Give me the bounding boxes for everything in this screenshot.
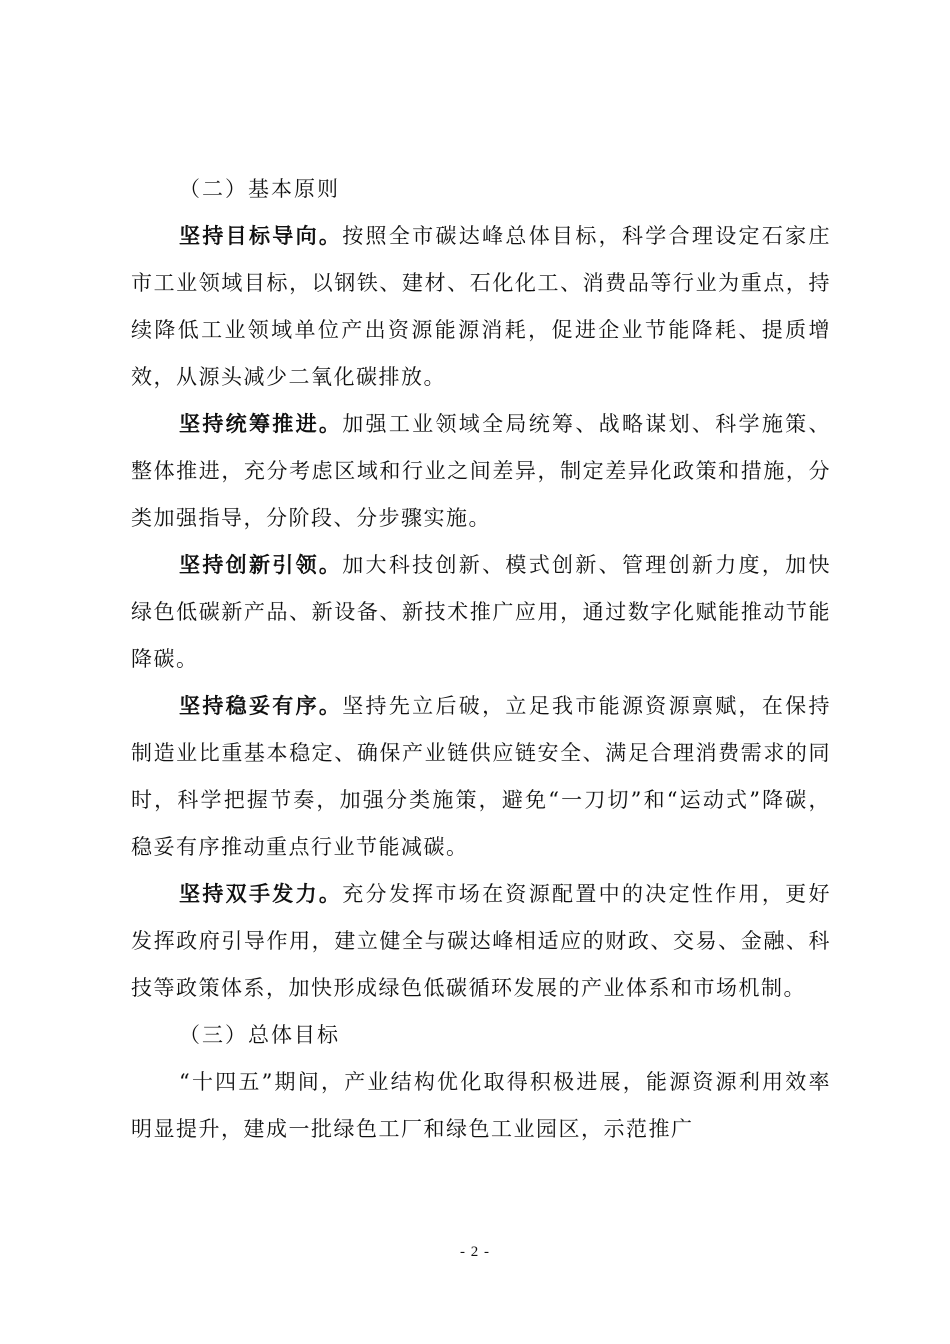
principle-body: 充分发挥市场在资源配置中的决定性作用，更好发挥政府引导作用，建立健全与碳达峰相适应的财政、交易、金融、科技等政策体系，加快形成绿色低碳循环发展的产业体系和市场机制。	[131, 882, 831, 1000]
principle-paragraph	[131, 401, 831, 542]
overall-goals-paragraph: “十四五”期间，产业结构优化取得积极进展，能源资源利用效率明显提升，建成一批绿色工厂和绿色工业园区，示范推广	[131, 1070, 831, 1141]
section-heading-overall-goals: （三）总体目标	[179, 1023, 340, 1047]
section-heading-basic-principles: （二）基本原则	[179, 177, 340, 201]
principle-body: 按照全市碳达峰总体目标，科学合理设定石家庄市工业领域目标，以钢铁、建材、石化化工、消费品等行业为重点，持续降低工业领域单位产出资源能源消耗，促进企业节能降耗、提质增效，从源头减少二氧化碳排放。	[131, 224, 831, 389]
principle-title: 坚持双手发力。	[179, 882, 343, 906]
page-number: - 2 -	[460, 1244, 490, 1260]
principle-title: 坚持创新引领。	[179, 553, 343, 577]
principle-body: 坚持先立后破，立足我市能源资源禀赋，在保持制造业比重基本稳定、确保产业链供应链安全、满足合理消费需求的同时，科学把握节奏，加强分类施策，避免“一刀切”和“运动式”降碳，稳妥有序推动重点行业节能减碳。	[131, 694, 831, 859]
principle-title: 坚持稳妥有序。	[179, 694, 343, 718]
principle-paragraph	[131, 683, 831, 871]
principle-body: 加强工业领域全局统筹、战略谋划、科学施策、整体推进，充分考虑区域和行业之间差异，制定差异化政策和措施，分类加强指导，分阶段、分步骤实施。	[131, 412, 831, 530]
principle-body: 加大科技创新、模式创新、管理创新力度，加快绿色低碳新产品、新设备、新技术推广应用，通过数字化赋能推动节能降碳。	[131, 553, 831, 671]
principle-paragraph	[131, 542, 831, 683]
principle-paragraph	[131, 213, 831, 401]
principle-title: 坚持目标导向。	[179, 224, 343, 248]
document-body	[131, 166, 831, 1153]
principle-title: 坚持统筹推进。	[179, 412, 343, 436]
principle-paragraph	[131, 871, 831, 1012]
